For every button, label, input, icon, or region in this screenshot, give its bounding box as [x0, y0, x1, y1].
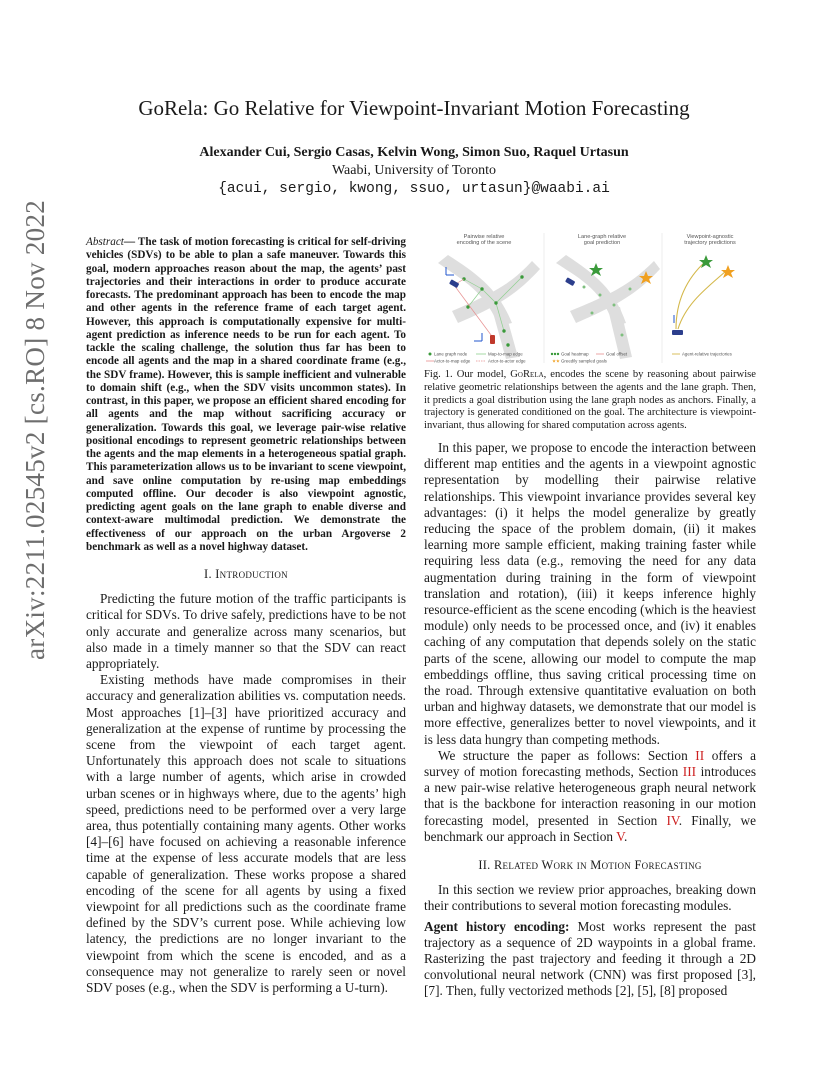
author-list: Alexander Cui, Sergio Casas, Kelvin Wong, Simon Suo, Raquel Urtasun	[199, 145, 629, 160]
figure-1	[424, 231, 756, 365]
legend-actor-to-actor-edge: Actor-to-actor edge	[488, 358, 526, 364]
agent-history-text: Most works represent the past trajectory as a sequence of 2D waypoints in a global frame. Rasterizing the past trajectory and feeding it through a 2D convolutional neural network (CNN) was first proposed [3], [7]. Then, fully vectorized methods [2], [5], [8] proposed	[424, 918, 756, 999]
abstract	[86, 236, 406, 554]
para2-text-b: offers a survey of motion forecasting methods, Section	[424, 747, 756, 780]
caption-model-name: GoRela	[510, 369, 544, 380]
panel-title-3	[684, 234, 736, 246]
legend-map-to-map-edge: Map-to-map edge	[488, 351, 523, 357]
section-heading-introduction: I. Introduction	[204, 567, 288, 581]
legend-goal-offset: Goal offset	[606, 351, 628, 357]
caption-text: , encodes the scene by reasoning about pairwise relative geometric relationships between the agents and the lane graph. Then, it predicts a goal distribution using the lane graph nodes as anchors. Finally, a trajectory is generated conditioned on the goal. The architecture is viewpoint-invariant, thus allowing for shared computation across agents.	[424, 369, 756, 432]
para2-text-a: We structure the paper as follows: Section	[438, 747, 696, 763]
legend-actor-to-map-edge: Actor-to-map edge	[434, 358, 471, 364]
section-ref-v[interactable]: V	[616, 828, 625, 844]
panel-title-3-line1: Viewpoint-agnostic	[686, 234, 734, 240]
legend-lane-graph-node: Lane graph node	[434, 351, 468, 357]
agent-box	[449, 279, 459, 288]
para2-text-d: . Finally, we benchmark our approach in Section	[424, 812, 756, 844]
trajectory-2	[678, 271, 726, 329]
trajectory-1	[676, 261, 706, 329]
section-ref-ii[interactable]: II	[695, 747, 705, 763]
road-junction-2	[556, 255, 660, 359]
section-heading-related-work: II. Related Work in Motion Forecasting	[478, 858, 702, 873]
panel-title-2-line1: Lane-graph relative	[577, 234, 627, 240]
right-column	[424, 231, 756, 1000]
right-paragraph-3: In this section we review prior approaches, breaking down their contributions to several motion forecasting modules.	[424, 882, 756, 914]
agent-box	[565, 277, 575, 286]
road-junction-1	[438, 255, 540, 359]
goal-star	[721, 265, 735, 278]
abstract-text: — The task of motion forecasting is critical for self-driving vehicles (SDVs) to be able to plan a safe maneuver. Towards this goal, modern approaches reason about the map, the agents’ past trajectories and their interactions in order to produce accurate forecasts. The predominant approach has been to encode the map and other agents in the reference frame of each target agent. However, this approach is computationally expensive for multi-agent prediction as inference needs to be run for each agent. To tackle the scaling challenge, the solution thus far has been to encode all agents and the map in a shared coordinate frame (e.g., the SDV frame). However, this is sample inefficient and vulnerable to domain shift (e.g., when the SDV visits uncommon states). In contrast, in this paper, we propose an efficient shared encoding for all agents and the map without sacrificing accuracy or generalization. Towards this goal, we leverage pair-wise relative positional encodings to represent geometric relationships between the agents and the map elements in a heterogeneous spatial graph. This parameterization allows us to be invariant to scene viewpoint, and save online computation by re-using map embeddings computed offline. Our decoder is also viewpoint agnostic, predicting agent goals on the lane graph to enable diverse and context-aware multimodal prediction. We demonstrate the effectiveness of our approach on the urban Argoverse 2 benchmark as well as a novel highway dataset.	[86, 236, 406, 553]
figure-legend	[426, 352, 733, 364]
intro-paragraph-2: Existing methods have made compromises in their accuracy and generalization abilities vs. computation needs. Most approaches [1]–[3] have prioritized accuracy and generalization at the expense of runtime by processing the scene from the viewpoint of each target agent. Unfortunately this approach does not scale to situations with a large number of agents, which arise in crowded urban scenes or in highways where, due to the agents’ high speed, predictions need to be performed over a very large area, thus potentially containing many agents. Other works [4]–[6] have focused on achieving a reasonable inference time at the expense of less accurate models that are less capable of generalization. These works propose a shared encoding of the scene for all agents by using a fixed viewpoint for all predictions such as the coordinate frame defined by the SDV’s current pose. While achieving low latency, the predictions are no longer invariant to the viewpoint from which the scene is encoded, and as a consequence may not generalize to rarely seen or novel SDV poses (e.g., when the SDV is performing a U-turn).	[86, 672, 406, 996]
legend-goal-heatmap: Goal heatmap	[561, 351, 589, 357]
section-ref-iii[interactable]: III	[682, 764, 697, 780]
agent-box	[672, 330, 683, 335]
panel-title-2	[578, 234, 626, 246]
section-ref-iv[interactable]: IV	[666, 812, 679, 828]
panel-title-1-line1: Pairwise relative	[463, 234, 505, 240]
email-list: {acui, sergio, kwong, ssuo, urtasun}@waabi.ai	[218, 181, 610, 197]
paper-title: GoRela: Go Relative for Viewpoint-Invariant Motion Forecasting	[138, 96, 690, 120]
panel-title-3-line2: trajectory predictions	[684, 240, 736, 246]
arxiv-stamp: arXiv:2211.02545v2 [cs.RO] 8 Nov 2022	[20, 199, 50, 660]
affiliation: Waabi, University of Toronto	[331, 163, 497, 178]
figure-caption	[424, 369, 756, 433]
agent-box	[490, 335, 495, 344]
intro-paragraph-1: Predicting the future motion of the traffic participants is critical for SDVs. To drive safely, predictions have to be not only accurate and generalize across many scenarios, but also made in a timely manner so that the SDV can react appropriately.	[86, 591, 406, 672]
right-paragraph-1: In this paper, we propose to encode the interaction between different map entities and the agents in a viewpoint agnostic representation by modelling their pairwise relative relationships. This viewpoint invariance provides several key advantages: (i) it helps the model generalize by greatly reducing the space of the problem domain, (ii) it makes learning more sample efficient, making training faster while requiring less data (e.g., removing the need for any data augmentation during training in the form of viewpoint translation and rotation), (iii) it keeps inference highly resource-efficient as the scene encoding (which is the heaviest module) only needs to be processed once, and (iv) it enables caching of any computation that depends solely on the static parts of the scene, allowing our model to compute the map embeddings offline, thus saving critical processing time on the road. Through extensive quantitative evaluation on both urban and highway datasets, we demonstrate that our model is more effective, generalizes better to novel viewpoints, and it is less data hungry than competing methods.	[424, 439, 756, 747]
panel-title-1-line2: encoding of the scene	[456, 240, 512, 246]
agent-history-heading: Agent history encoding:	[424, 918, 570, 934]
para2-text-c: introduces a new pair-wise relative heterogeneous graph neural network that is the backbone for interaction reasoning in our motion forecasting model, presented in Section	[424, 764, 756, 828]
para2-text-e: .	[624, 828, 628, 844]
legend-greedily-sampled-goals: Greedily sampled goals	[561, 358, 607, 364]
legend-agent-relative-trajectories: Agent-relative trajectories	[682, 351, 732, 357]
left-column	[86, 236, 406, 996]
panel-title-1	[457, 234, 512, 246]
svg-text:★★: ★★	[552, 358, 560, 364]
panel-title-2-line2: goal prediction	[583, 240, 621, 246]
right-paragraph-2	[424, 748, 756, 845]
abstract-label: Abstract	[86, 236, 124, 248]
right-paragraph-4	[424, 919, 756, 1000]
caption-prefix: Fig. 1. Our model,	[424, 369, 511, 380]
